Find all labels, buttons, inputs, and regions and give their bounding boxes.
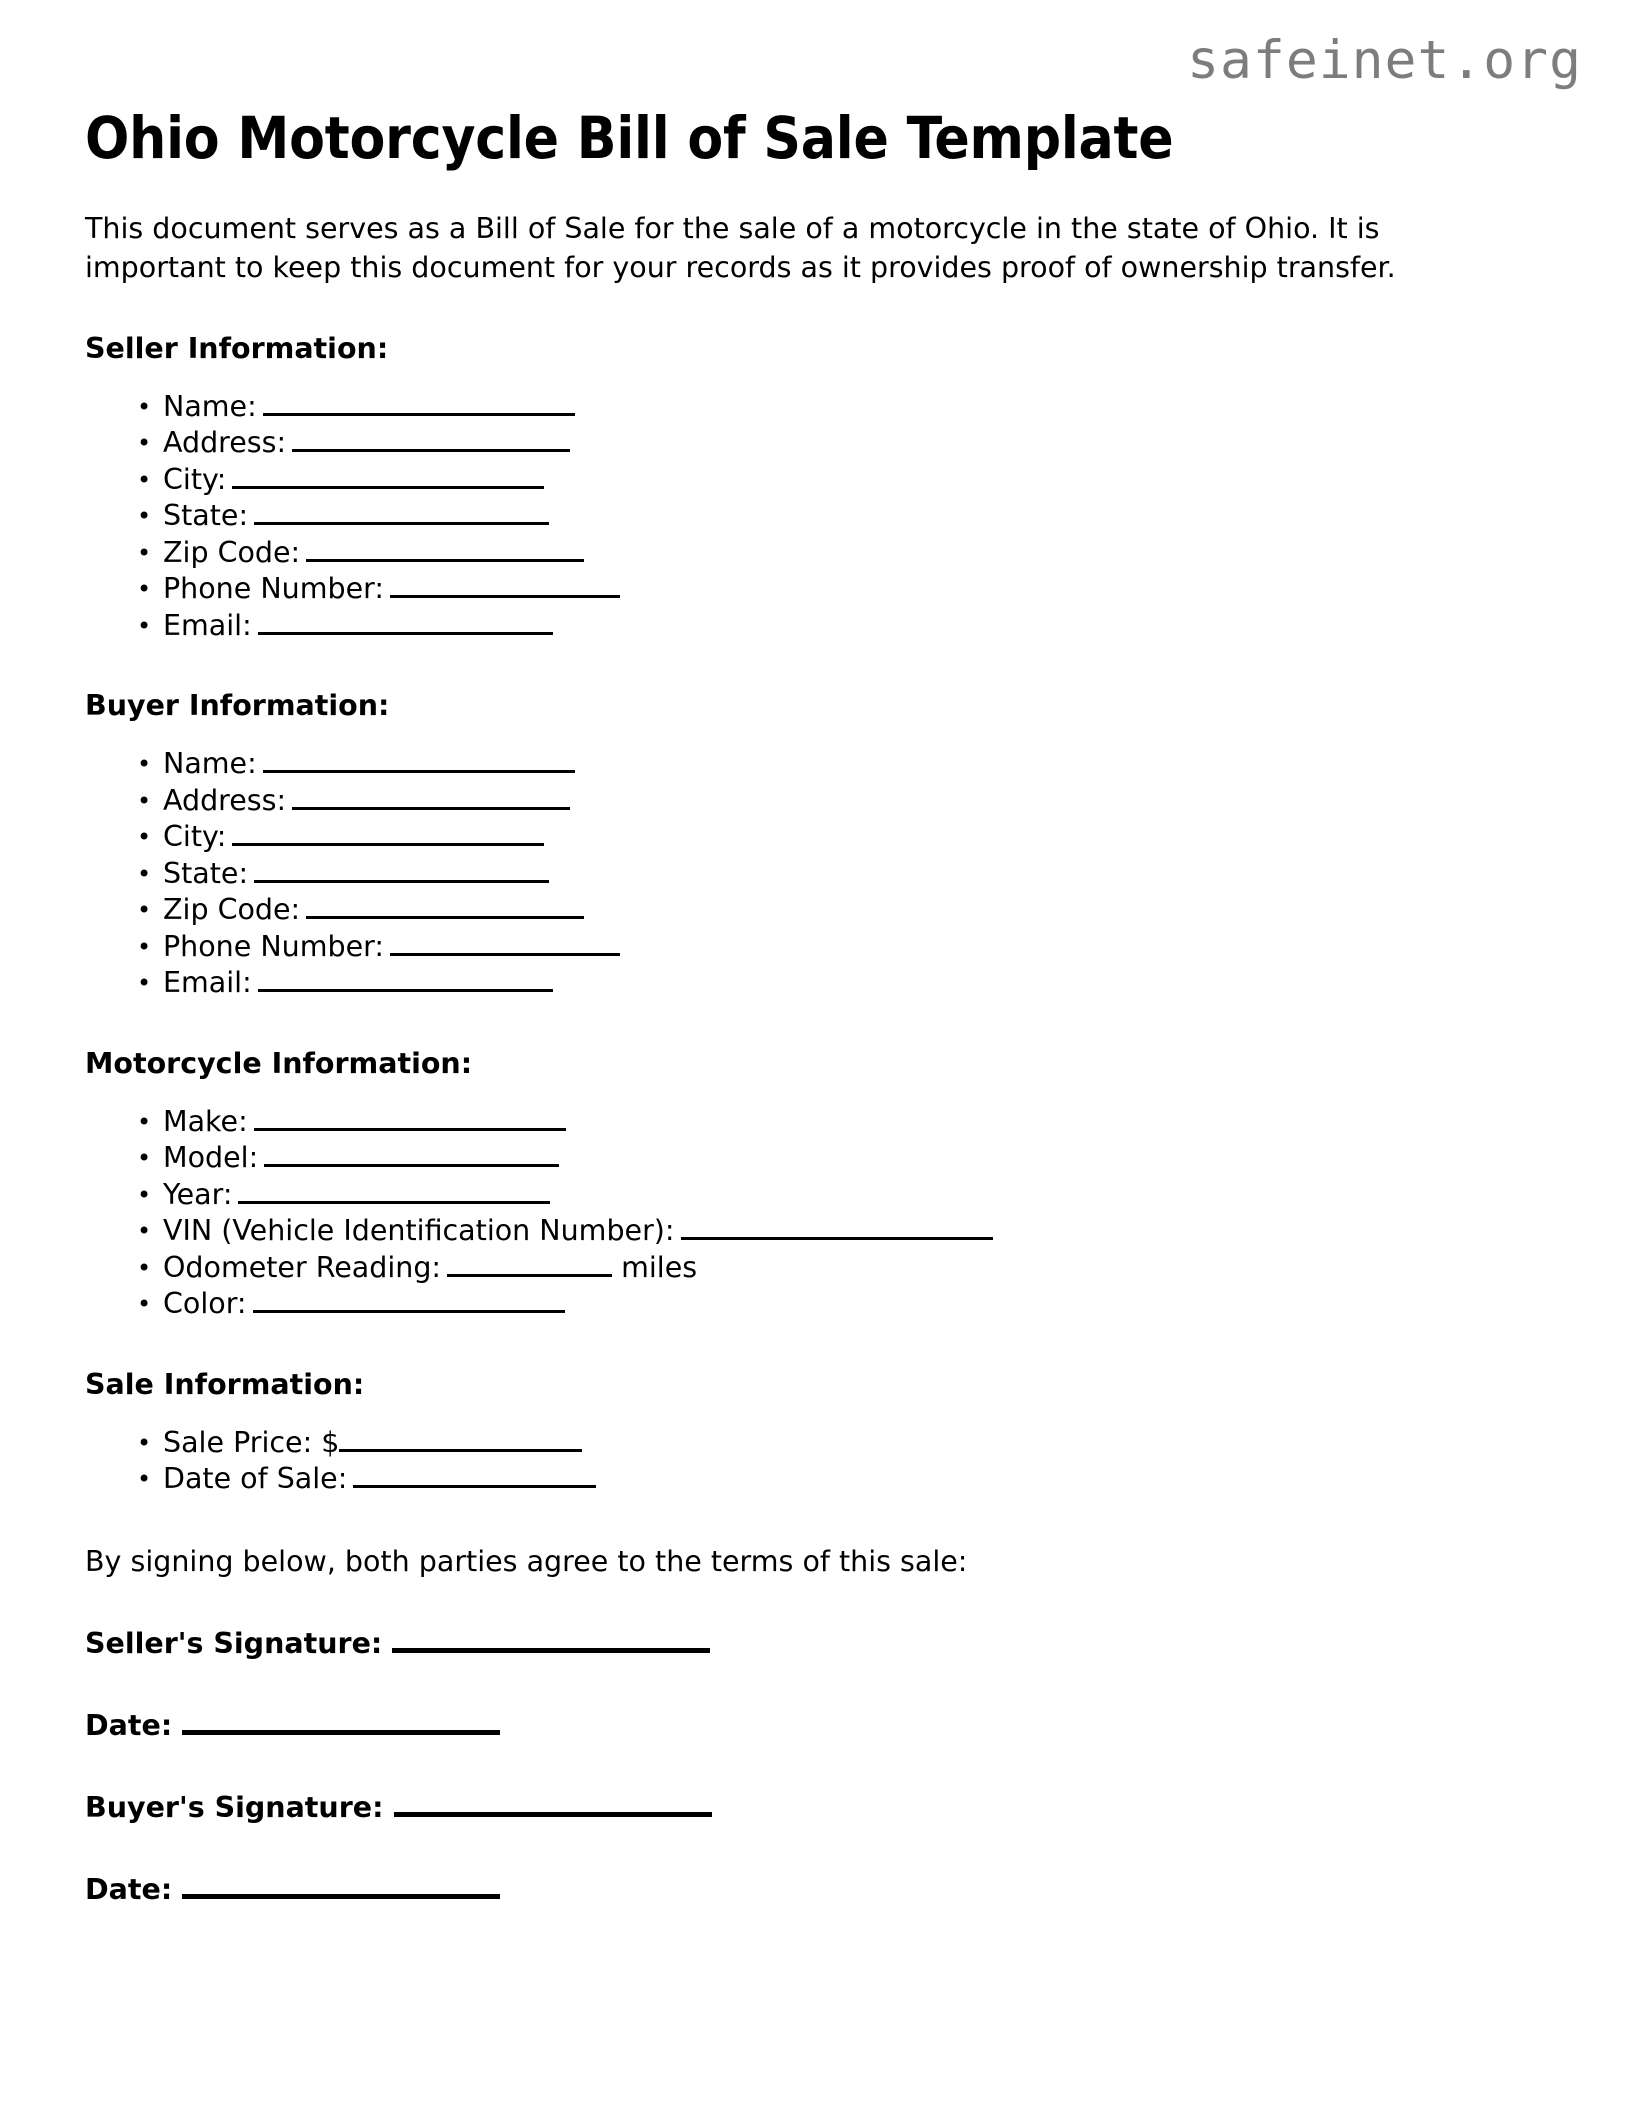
signature-blank[interactable] [392, 1624, 710, 1653]
fill-in-blank[interactable] [258, 967, 553, 992]
field-row [163, 856, 1559, 893]
field-label: Name: [163, 389, 257, 423]
fill-in-blank[interactable] [447, 1252, 612, 1277]
field-label: City: [163, 820, 227, 854]
agreement-statement: By signing below, both parties agree to the terms of this sale: [85, 1544, 968, 1578]
fill-in-blank[interactable] [254, 1106, 566, 1131]
field-label: City: [163, 462, 227, 496]
field-label: Model: [163, 1141, 259, 1175]
section-heading: Seller Information: [85, 331, 389, 365]
field-label: Name: [163, 747, 257, 781]
field-list [85, 1403, 1559, 1498]
field-label: Make: [163, 1104, 248, 1138]
field-label: Sale Price: $ [163, 1425, 340, 1459]
fill-in-blank[interactable] [390, 573, 620, 598]
field-row [163, 746, 1559, 783]
field-row [163, 462, 1559, 499]
field-row [163, 1213, 1559, 1250]
signature-row [85, 1580, 1559, 1662]
signature-label: Buyer's Signature: [85, 1790, 384, 1824]
field-label: Zip Code: [163, 535, 301, 569]
fill-in-blank[interactable] [353, 1463, 596, 1488]
fill-in-blank[interactable] [232, 464, 544, 489]
fill-in-blank[interactable] [306, 537, 584, 562]
field-label: Phone Number: [163, 572, 384, 606]
fill-in-blank[interactable] [253, 1288, 565, 1313]
field-row [163, 1140, 1559, 1177]
field-row [163, 819, 1559, 856]
field-row [163, 1425, 1559, 1462]
field-list [85, 367, 1559, 645]
section-heading: Motorcycle Information: [85, 1046, 473, 1080]
field-label: Color: [163, 1287, 247, 1321]
field-row [163, 608, 1559, 645]
field-label: VIN (Vehicle Identification Number): [163, 1214, 675, 1248]
fill-in-blank[interactable] [238, 1179, 550, 1204]
fill-in-blank[interactable] [254, 500, 549, 525]
field-row [163, 1177, 1559, 1214]
field-row [163, 1250, 1559, 1287]
fill-in-blank[interactable] [339, 1427, 582, 1452]
fill-in-blank[interactable] [292, 427, 570, 452]
section-heading: Buyer Information: [85, 689, 390, 723]
fill-in-blank[interactable] [292, 785, 570, 810]
field-row [163, 425, 1559, 462]
field-suffix: miles [612, 1250, 698, 1284]
fill-in-blank[interactable] [306, 894, 584, 919]
fill-in-blank[interactable] [681, 1215, 993, 1240]
field-label: Date of Sale: [163, 1462, 348, 1496]
field-row [163, 965, 1559, 1002]
fill-in-blank[interactable] [264, 1142, 559, 1167]
field-label: Odometer Reading: [163, 1250, 442, 1284]
field-label: Zip Code: [163, 893, 301, 927]
fill-in-blank[interactable] [390, 931, 620, 956]
field-row [163, 1286, 1559, 1323]
field-row [163, 571, 1559, 608]
fill-in-blank[interactable] [254, 858, 549, 883]
field-label: State: [163, 499, 249, 533]
field-label: Email: [163, 608, 252, 642]
field-list [85, 724, 1559, 1002]
field-row [163, 1104, 1559, 1141]
signature-label: Date: [85, 1872, 173, 1906]
field-label: State: [163, 856, 249, 890]
signature-row [85, 1826, 1559, 1908]
signature-blank[interactable] [182, 1870, 500, 1899]
sections-container [85, 287, 1559, 1498]
field-label: Year: [163, 1177, 233, 1211]
field-row [163, 535, 1559, 572]
field-row [163, 783, 1559, 820]
fill-in-blank[interactable] [258, 610, 553, 635]
field-label: Email: [163, 966, 252, 1000]
page-title: Ohio Motorcycle Bill of Sale Template [85, 104, 1174, 172]
field-row [163, 892, 1559, 929]
site-watermark: safeinet.org [1187, 30, 1582, 91]
signature-label: Date: [85, 1708, 173, 1742]
signature-block [85, 1580, 1559, 1908]
intro-paragraph: This document serves as a Bill of Sale for the sale of a motorcycle in the state of Ohio. It is important to keep this document for your records as it provides proof of ownership transfer. [85, 211, 1396, 284]
fill-in-blank[interactable] [263, 748, 575, 773]
signature-blank[interactable] [394, 1788, 712, 1817]
field-row [163, 929, 1559, 966]
field-label: Address: [163, 783, 287, 817]
signature-row [85, 1744, 1559, 1826]
field-row [163, 389, 1559, 426]
field-row [163, 498, 1559, 535]
field-row [163, 1461, 1559, 1498]
field-label: Phone Number: [163, 929, 384, 963]
fill-in-blank[interactable] [263, 391, 575, 416]
field-list [85, 1082, 1559, 1323]
section-heading: Sale Information: [85, 1367, 365, 1401]
signature-row [85, 1662, 1559, 1744]
signature-blank[interactable] [182, 1706, 500, 1735]
field-label: Address: [163, 426, 287, 460]
signature-label: Seller's Signature: [85, 1626, 383, 1660]
fill-in-blank[interactable] [232, 821, 544, 846]
